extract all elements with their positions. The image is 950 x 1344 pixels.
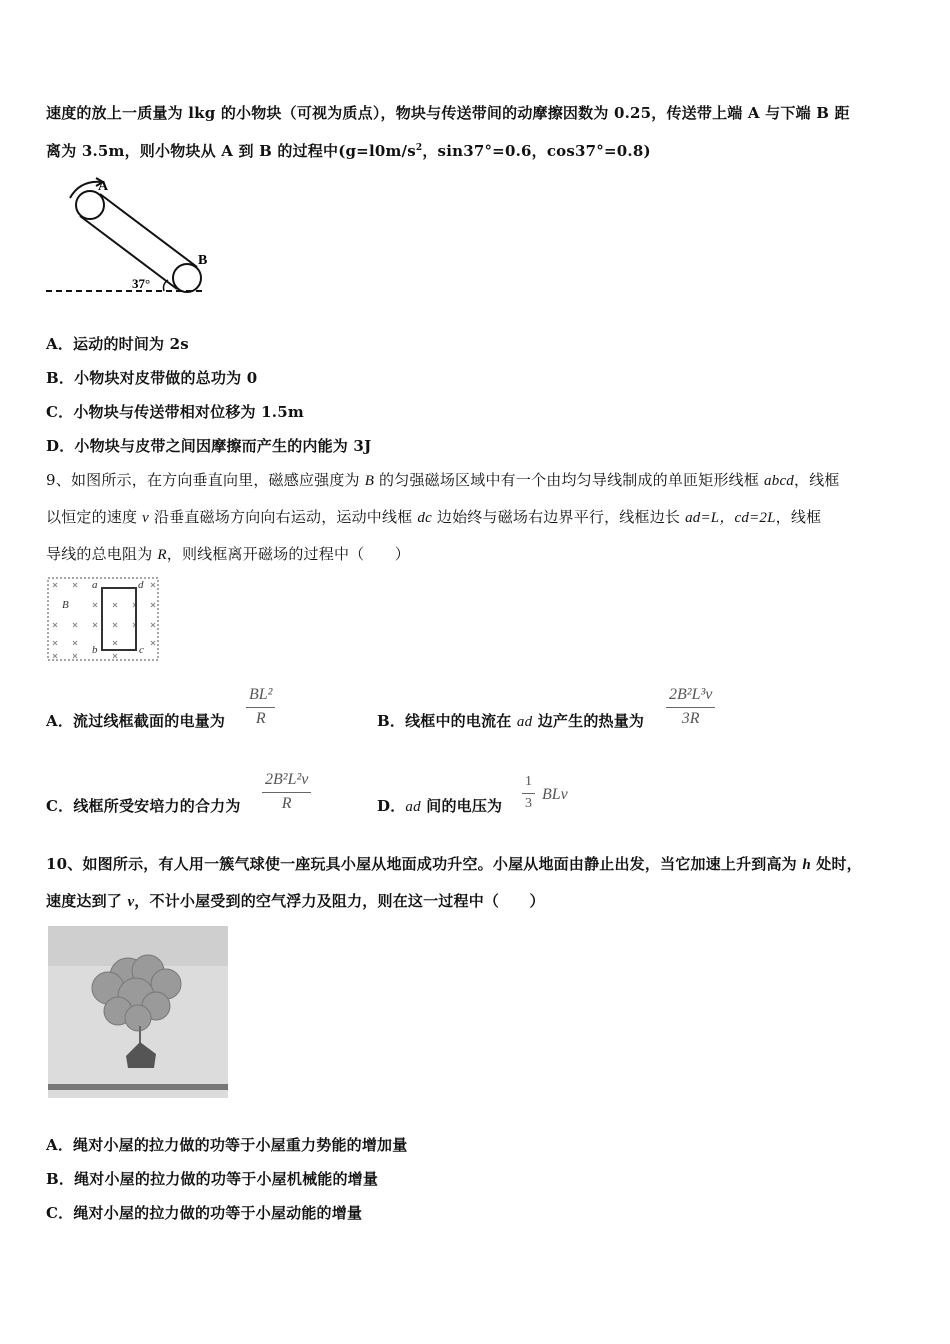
label-d: d xyxy=(138,579,144,591)
fraction: $\frac{\text{2B²L³v}}{3R}$ xyxy=(666,686,715,728)
q10-option-c[interactable]: C．绳对小屋的拉力做的功等于小屋动能的增量 xyxy=(46,1204,363,1222)
q8-option-c[interactable]: C．小物块与传送带相对位移为 1.5m xyxy=(46,403,304,421)
field-cross-mark xyxy=(53,623,57,627)
field-cross-mark xyxy=(151,603,155,607)
fraction: $\frac{1}{3}$ xyxy=(522,774,535,812)
field-cross-mark xyxy=(113,641,117,645)
q8-stem-line1: 速度的放上一质量为 lkg 的小物块（可视为质点），物块与传送带间的动摩擦因数为 0.25，传送带上端 A 与下端 B 距 xyxy=(46,104,850,122)
fraction: $\frac{\text{2B²L²v}}{R}$ xyxy=(262,771,311,813)
field-cross-mark xyxy=(73,641,77,645)
field-cross-mark xyxy=(93,623,97,627)
formula-tail: BLv xyxy=(542,786,568,803)
field-cross-mark xyxy=(151,641,155,645)
q9-line1: 9、如图所示，在方向垂直向里，磁感应强度为 B 的匀强磁场区域中有一个由均匀导线制成的单匝矩形线框 abcd，线框 xyxy=(46,471,840,489)
field-cross-mark xyxy=(113,623,117,627)
magnetic-field-figure xyxy=(46,576,160,662)
q10-option-b[interactable]: B．绳对小屋的拉力做的功等于小屋机械能的增量 xyxy=(46,1170,379,1188)
conveyor-belt-figure xyxy=(40,170,220,300)
q8-option-a[interactable]: A．运动的时间为 2s xyxy=(46,335,189,353)
q9-line2: 以恒定的速度 v 沿垂直磁场方向向右运动，运动中线框 dc 边始终与磁场右边界平行，线框边长 ad=L，cd=2L，线框 xyxy=(46,508,822,526)
q9-option-d-text: D． xyxy=(377,797,406,815)
label-c: c xyxy=(139,644,144,656)
q8-stem-text-end: ，sin37°=0.6，cos37°=0.8) xyxy=(422,142,651,160)
q8-superscript: 2 xyxy=(415,143,423,153)
field-cross-mark xyxy=(53,583,57,587)
q10-option-a[interactable]: A．绳对小屋的拉力做的功等于小屋重力势能的增加量 xyxy=(46,1136,408,1154)
q9-option-a-text: A．流过线框截面的电量为 xyxy=(46,712,226,730)
label-a: a xyxy=(92,579,98,591)
field-cross-mark xyxy=(151,623,155,627)
field-cross-mark xyxy=(73,623,77,627)
field-cross-mark xyxy=(113,603,117,607)
label-angle: 37° xyxy=(132,276,151,291)
label-b: b xyxy=(92,644,98,656)
field-cross-mark xyxy=(73,583,77,587)
label-B: B xyxy=(198,253,208,268)
q9-line3: 导线的总电阻为 R，则线框离开磁场的过程中（ ） xyxy=(46,545,410,563)
field-cross-mark xyxy=(151,583,155,587)
q9-option-b-text: B．线框中的电流在 xyxy=(377,712,517,730)
balloon-house-photo xyxy=(48,926,230,1102)
q9-option-c-text: C．线框所受安培力的合力为 xyxy=(46,797,241,815)
q10-line1: 10、如图所示，有人用一簇气球使一座玩具小屋从地面成功升空。小屋从地面由静止出发，当它加速上升到高为 h 处时， xyxy=(46,855,862,873)
q8-stem-line2 xyxy=(46,140,651,161)
q10-line2: 速度达到了 v，不计小屋受到的空气浮力及阻力，则在这一过程中（ ） xyxy=(46,892,545,910)
field-cross-mark xyxy=(93,603,97,607)
field-cross-mark xyxy=(53,654,57,658)
field-cross-mark xyxy=(73,654,77,658)
q8-option-d[interactable]: D．小物块与皮带之间因摩擦而产生的内能为 3J xyxy=(46,437,372,455)
field-cross-mark xyxy=(113,654,117,658)
q8-stem-text: 离为 3.5m，则小物块从 A 到 B 的过程中(g=l0m/s xyxy=(46,142,416,160)
fraction: $\frac{\text{BL²}}{R}$ xyxy=(246,686,275,728)
field-cross-mark xyxy=(53,641,57,645)
label-A: A xyxy=(98,179,109,194)
label-B: B xyxy=(62,599,69,611)
q8-option-b[interactable]: B．小物块对皮带做的总功为 0 xyxy=(46,369,258,387)
